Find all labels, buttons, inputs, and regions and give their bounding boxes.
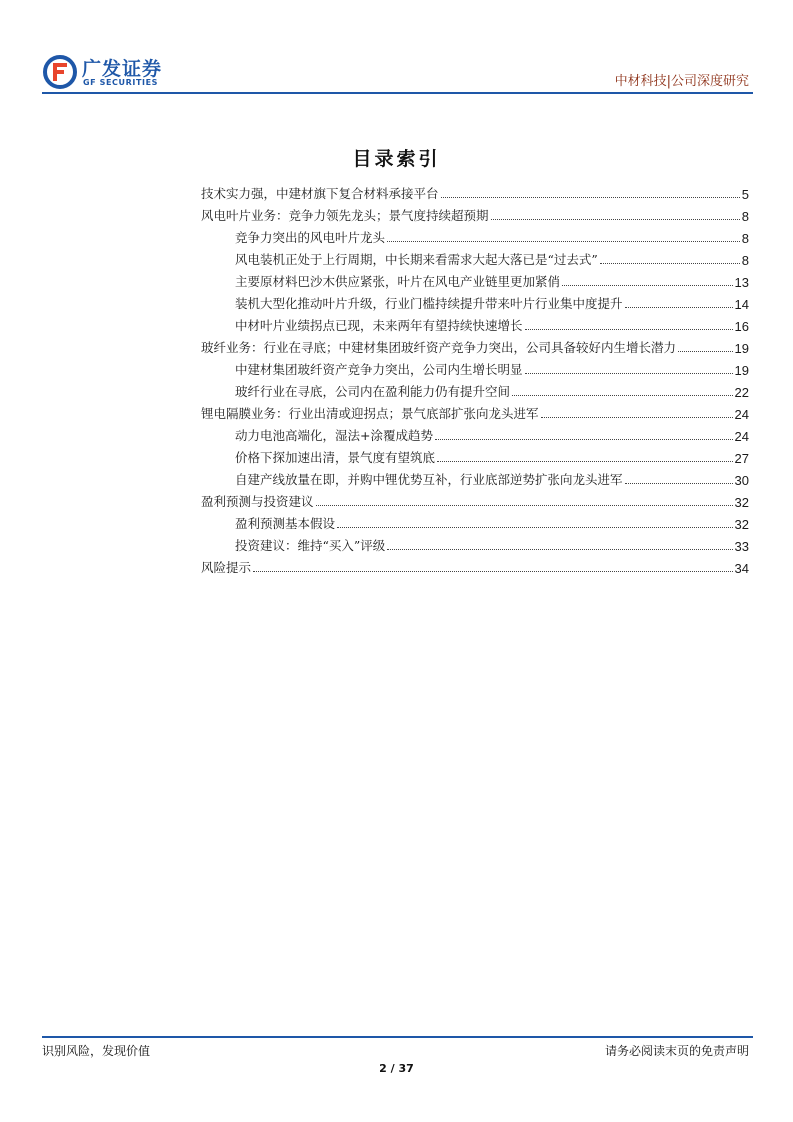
toc-dot-leader xyxy=(337,527,733,528)
toc-entry[interactable] xyxy=(201,290,749,312)
toc-entry-title: 玻纤行业在寻底，公司内在盈利能力仍有提升空间 xyxy=(235,384,511,399)
toc-entry-title: 风险提示 xyxy=(201,560,252,575)
toc-dot-leader xyxy=(387,241,740,242)
toc-entry[interactable] xyxy=(201,246,749,268)
toc-entry-page: 19 xyxy=(734,341,749,356)
toc-entry[interactable] xyxy=(201,378,749,400)
toc-title: 目录索引 xyxy=(352,148,441,170)
toc-dot-leader xyxy=(678,351,733,352)
toc-entry-page: 16 xyxy=(734,319,749,334)
toc-entry-title: 动力电池高端化，湿法+涂覆成趋势 xyxy=(235,428,433,443)
toc-entry[interactable] xyxy=(201,268,749,290)
toc-entry-page: 22 xyxy=(734,385,749,400)
toc-entry[interactable] xyxy=(201,554,749,576)
toc-entry-title: 投资建议：维持“买入”评级 xyxy=(235,538,386,553)
toc-entry-title: 玻纤业务：行业在寻底；中建材集团玻纤资产竞争力突出，公司具备较好内生增长潜力 xyxy=(201,340,677,355)
toc-entry-title: 竞争力突出的风电叶片龙头 xyxy=(235,230,386,245)
toc-entry-title: 主要原材料巴沙木供应紧张，叶片在风电产业链里更加紧俏 xyxy=(235,274,561,289)
toc-entry-title: 中材叶片业绩拐点已现，未来两年有望持续快速增长 xyxy=(235,318,523,333)
toc-dot-leader xyxy=(625,307,733,308)
logo-chinese-name: 广发证券 xyxy=(82,58,163,80)
toc-entry[interactable] xyxy=(201,510,749,532)
toc-dot-leader xyxy=(253,571,733,572)
toc-entry[interactable] xyxy=(201,532,749,554)
company-logo xyxy=(42,54,182,92)
toc-entry-page: 32 xyxy=(734,517,749,532)
toc-entry[interactable] xyxy=(201,224,749,246)
footer-disclaimer: 请务必阅读末页的免责声明 xyxy=(604,1044,749,1058)
toc-dot-leader xyxy=(512,395,733,396)
toc-entry-page: 30 xyxy=(734,473,749,488)
toc-dot-leader xyxy=(316,505,733,506)
toc-entry-page: 34 xyxy=(734,561,749,576)
toc-entry-title: 价格下探加速出清，景气度有望筑底 xyxy=(235,450,436,465)
toc-dot-leader xyxy=(387,549,732,550)
toc-entry-title: 自建产线放量在即，并购中锂优势互补，行业底部逆势扩张向龙头进军 xyxy=(235,472,623,487)
toc-entry-page: 8 xyxy=(741,253,749,268)
header-divider xyxy=(42,92,753,94)
footer-divider xyxy=(42,1036,753,1038)
toc-dot-leader xyxy=(491,219,740,220)
toc-entry-title: 技术实力强，中建材旗下复合材料承接平台 xyxy=(201,186,439,201)
toc-entry-title: 盈利预测基本假设 xyxy=(235,516,336,531)
toc-dot-leader xyxy=(525,329,733,330)
logo-english-name: GF SECURITIES xyxy=(83,78,159,87)
toc-entry[interactable] xyxy=(201,400,749,422)
toc-dot-leader xyxy=(541,417,733,418)
report-header-label: 中材科技|公司深度研究 xyxy=(614,74,749,89)
toc-entry[interactable] xyxy=(201,312,749,334)
toc-entry-title: 风电叶片业务：竞争力领先龙头；景气度持续超预期 xyxy=(201,208,489,223)
toc-entry[interactable] xyxy=(201,466,749,488)
toc-entry-page: 14 xyxy=(734,297,749,312)
toc-dot-leader xyxy=(441,197,740,198)
toc-entry[interactable] xyxy=(201,334,749,356)
toc-entry-page: 24 xyxy=(734,429,749,444)
table-of-contents xyxy=(201,180,749,576)
toc-dot-leader xyxy=(625,483,733,484)
toc-entry[interactable] xyxy=(201,180,749,202)
toc-entry-title: 装机大型化推动叶片升级，行业门槛持续提升带来叶片行业集中度提升 xyxy=(235,296,623,311)
toc-entry[interactable] xyxy=(201,202,749,224)
toc-dot-leader xyxy=(525,373,733,374)
toc-entry-title: 盈利预测与投资建议 xyxy=(201,494,314,509)
toc-entry[interactable] xyxy=(201,356,749,378)
toc-entry-page: 19 xyxy=(734,363,749,378)
toc-entry[interactable] xyxy=(201,444,749,466)
toc-entry-page: 8 xyxy=(741,231,749,246)
toc-dot-leader xyxy=(562,285,733,286)
toc-entry-page: 33 xyxy=(734,539,749,554)
toc-entry-page: 32 xyxy=(734,495,749,510)
toc-entry-page: 27 xyxy=(734,451,749,466)
toc-entry-title: 风电装机正处于上行周期，中长期来看需求大起大落已是“过去式” xyxy=(235,252,598,267)
toc-entry-page: 8 xyxy=(741,209,749,224)
toc-entry-page: 13 xyxy=(734,275,749,290)
footer-slogan: 识别风险，发现价值 xyxy=(42,1044,151,1058)
toc-entry[interactable] xyxy=(201,422,749,444)
toc-dot-leader xyxy=(437,461,733,462)
toc-entry[interactable] xyxy=(201,488,749,510)
toc-entry-title: 锂电隔膜业务：行业出清或迎拐点；景气底部扩张向龙头进军 xyxy=(201,406,539,421)
page-number: 2 / 37 xyxy=(379,1062,414,1075)
gf-logo-icon xyxy=(42,54,78,90)
toc-dot-leader xyxy=(600,263,740,264)
toc-entry-page: 5 xyxy=(741,187,749,202)
toc-dot-leader xyxy=(435,439,733,440)
toc-entry-page: 24 xyxy=(734,407,749,422)
toc-entry-title: 中建材集团玻纤资产竞争力突出，公司内生增长明显 xyxy=(235,362,523,377)
